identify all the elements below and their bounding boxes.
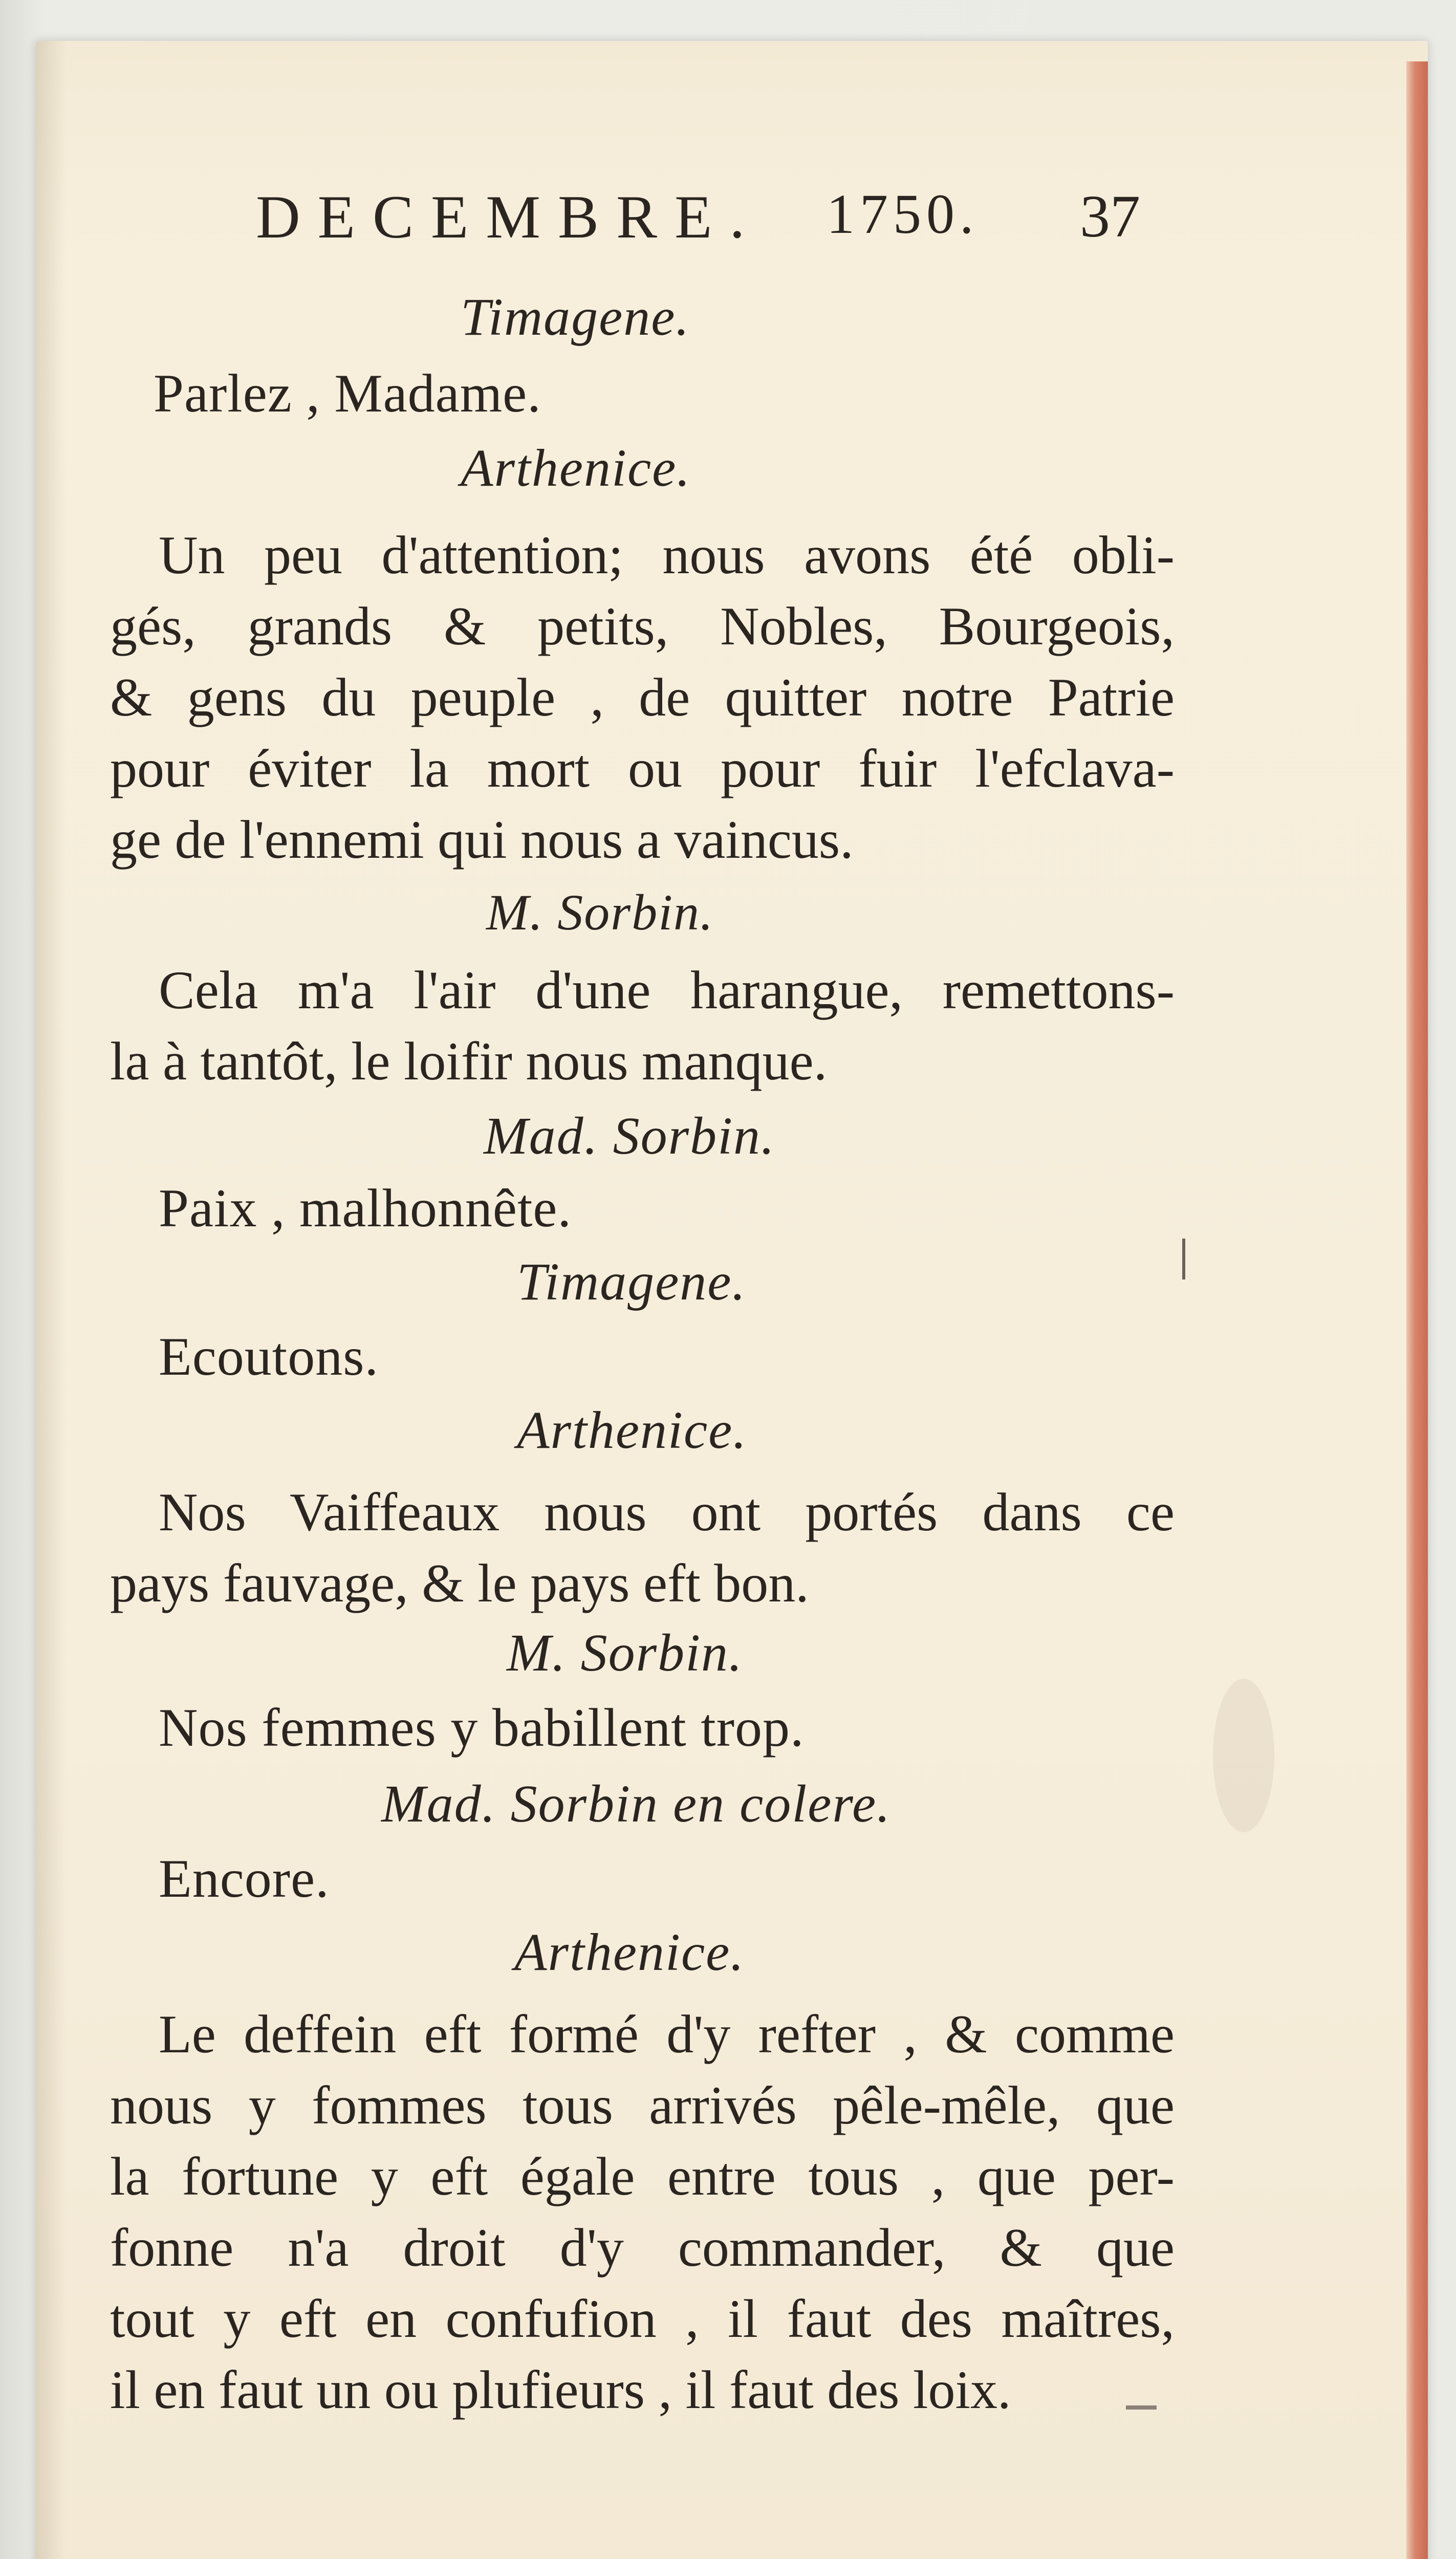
dialogue-line: Le deffein eft formé d'y refter , & comme <box>159 2004 1175 2064</box>
dialogue-paragraph <box>110 1999 1175 2425</box>
dialogue-line: fonne n'a droit d'y commander, & que <box>110 2218 1175 2278</box>
running-header-year: 1750. <box>827 183 979 245</box>
dialogue-line: Nos femmes y babillent trop. <box>159 1698 805 1758</box>
dialogue-line: Un peu d'attention; nous avons été obli- <box>159 525 1175 585</box>
dialogue-paragraph <box>110 955 1175 1097</box>
speaker-name: Timagene. <box>461 288 690 346</box>
dialogue-line: Ecoutons. <box>159 1327 379 1386</box>
dialogue-line: ge de l'ennemi qui nous a vaincus. <box>110 810 854 870</box>
dialogue-line: la à tantôt, le loifir nous manque. <box>110 1031 828 1091</box>
ink-mark <box>1126 2405 1157 2410</box>
page-number: 37 <box>1080 183 1140 250</box>
dialogue-line: Paix , malhonnête. <box>159 1178 572 1238</box>
speaker-name: Mad. Sorbin. <box>484 1107 775 1165</box>
speaker-name: Arthenice. <box>461 439 691 497</box>
dialogue-line: Nos Vaiffeaux nous ont portés dans ce <box>159 1482 1175 1542</box>
dialogue-line: la fortune y eft égale entre tous , que per- <box>110 2146 1175 2206</box>
paper-stain <box>1213 1679 1274 1832</box>
dialogue-paragraph <box>110 519 1175 875</box>
page-edge-red <box>1406 61 1428 2559</box>
dialogue-line: pays fauvage, & le pays eft bon. <box>110 1553 809 1613</box>
dialogue-paragraph <box>110 1477 1175 1619</box>
dialogue-line: nous y fommes tous arrivés pêle-mêle, que <box>110 2075 1175 2135</box>
speaker-name: Timagene. <box>517 1252 747 1311</box>
speaker-name: Mad. Sorbin en colere. <box>381 1774 892 1833</box>
dialogue-line: pour éviter la mort ou pour fuir l'efclava- <box>110 739 1175 798</box>
dialogue-line: & gens du peuple , de quitter notre Patrie <box>110 667 1175 727</box>
dialogue-line: il en faut un ou plufieurs , il faut des loix. <box>110 2360 1011 2420</box>
dialogue-line: tout y eft en confufion , il faut des maîtres, <box>110 2289 1175 2349</box>
dialogue-line: Cela m'a l'air d'une harangue, remettons- <box>159 960 1175 1020</box>
running-header-month: DECEMBRE. <box>256 183 763 251</box>
speaker-name: M. Sorbin. <box>486 884 714 941</box>
speaker-name: M. Sorbin. <box>507 1623 743 1682</box>
dialogue-line: Parlez , Madame. <box>154 363 541 423</box>
speaker-name: Arthenice. <box>517 1401 748 1460</box>
margin-mark <box>1182 1239 1185 1280</box>
dialogue-line: Encore. <box>159 1849 330 1909</box>
speaker-name: Arthenice. <box>514 1923 745 1982</box>
dialogue-line: gés, grands & petits, Nobles, Bourgeois, <box>110 596 1175 656</box>
